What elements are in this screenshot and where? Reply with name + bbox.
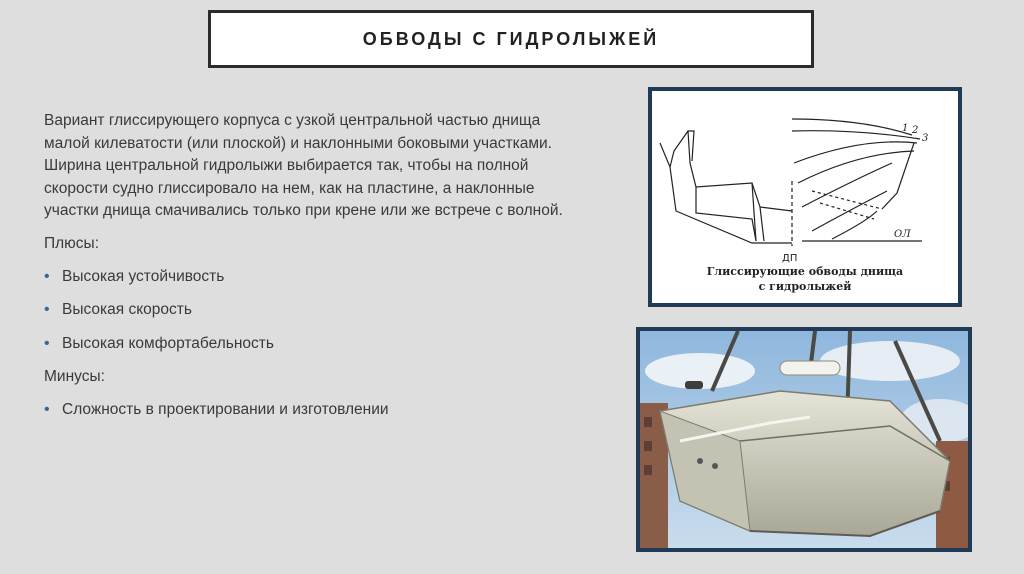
text-column — [44, 110, 574, 433]
list-item: • Высокая скорость — [44, 299, 574, 322]
intro-paragraph: Вариант глиссирующего корпуса с узкой центральной частью днища малой килеватости (или плоской) и наклонными боковыми участками. Ширина центральной гидролыжи выбирается так, чтобы на полной скорости судно глиссировало на нем, как на пластине, а наклонные участки днища смачивались только при крене или же встрече с волной. — [44, 112, 563, 220]
diagram-caption-line1: Глиссирующие обводы днища — [706, 265, 904, 278]
cons-list — [44, 399, 574, 422]
label-1: 1 — [902, 123, 909, 134]
list-item: • Высокая комфортабельность — [44, 333, 574, 356]
label-dp: ДП — [782, 253, 798, 264]
pros-heading: Плюсы: — [44, 234, 100, 252]
label-3: 3 — [922, 133, 929, 144]
boat-photo-image — [640, 331, 968, 548]
label-ol: ОЛ — [894, 229, 911, 240]
label-2: 2 — [912, 125, 919, 136]
slide-title: ОБВОДЫ С ГИДРОЛЫЖЕЙ — [362, 28, 660, 49]
title-box — [208, 10, 814, 68]
list-item: • Высокая устойчивость — [44, 266, 574, 289]
list-item: • Сложность в проектировании и изготовлении — [44, 399, 574, 422]
boat-photo-frame — [636, 327, 972, 552]
pros-list — [44, 266, 574, 356]
diagram-caption-line2: с гидролыжей — [758, 280, 852, 293]
cons-heading: Минусы: — [44, 368, 105, 386]
